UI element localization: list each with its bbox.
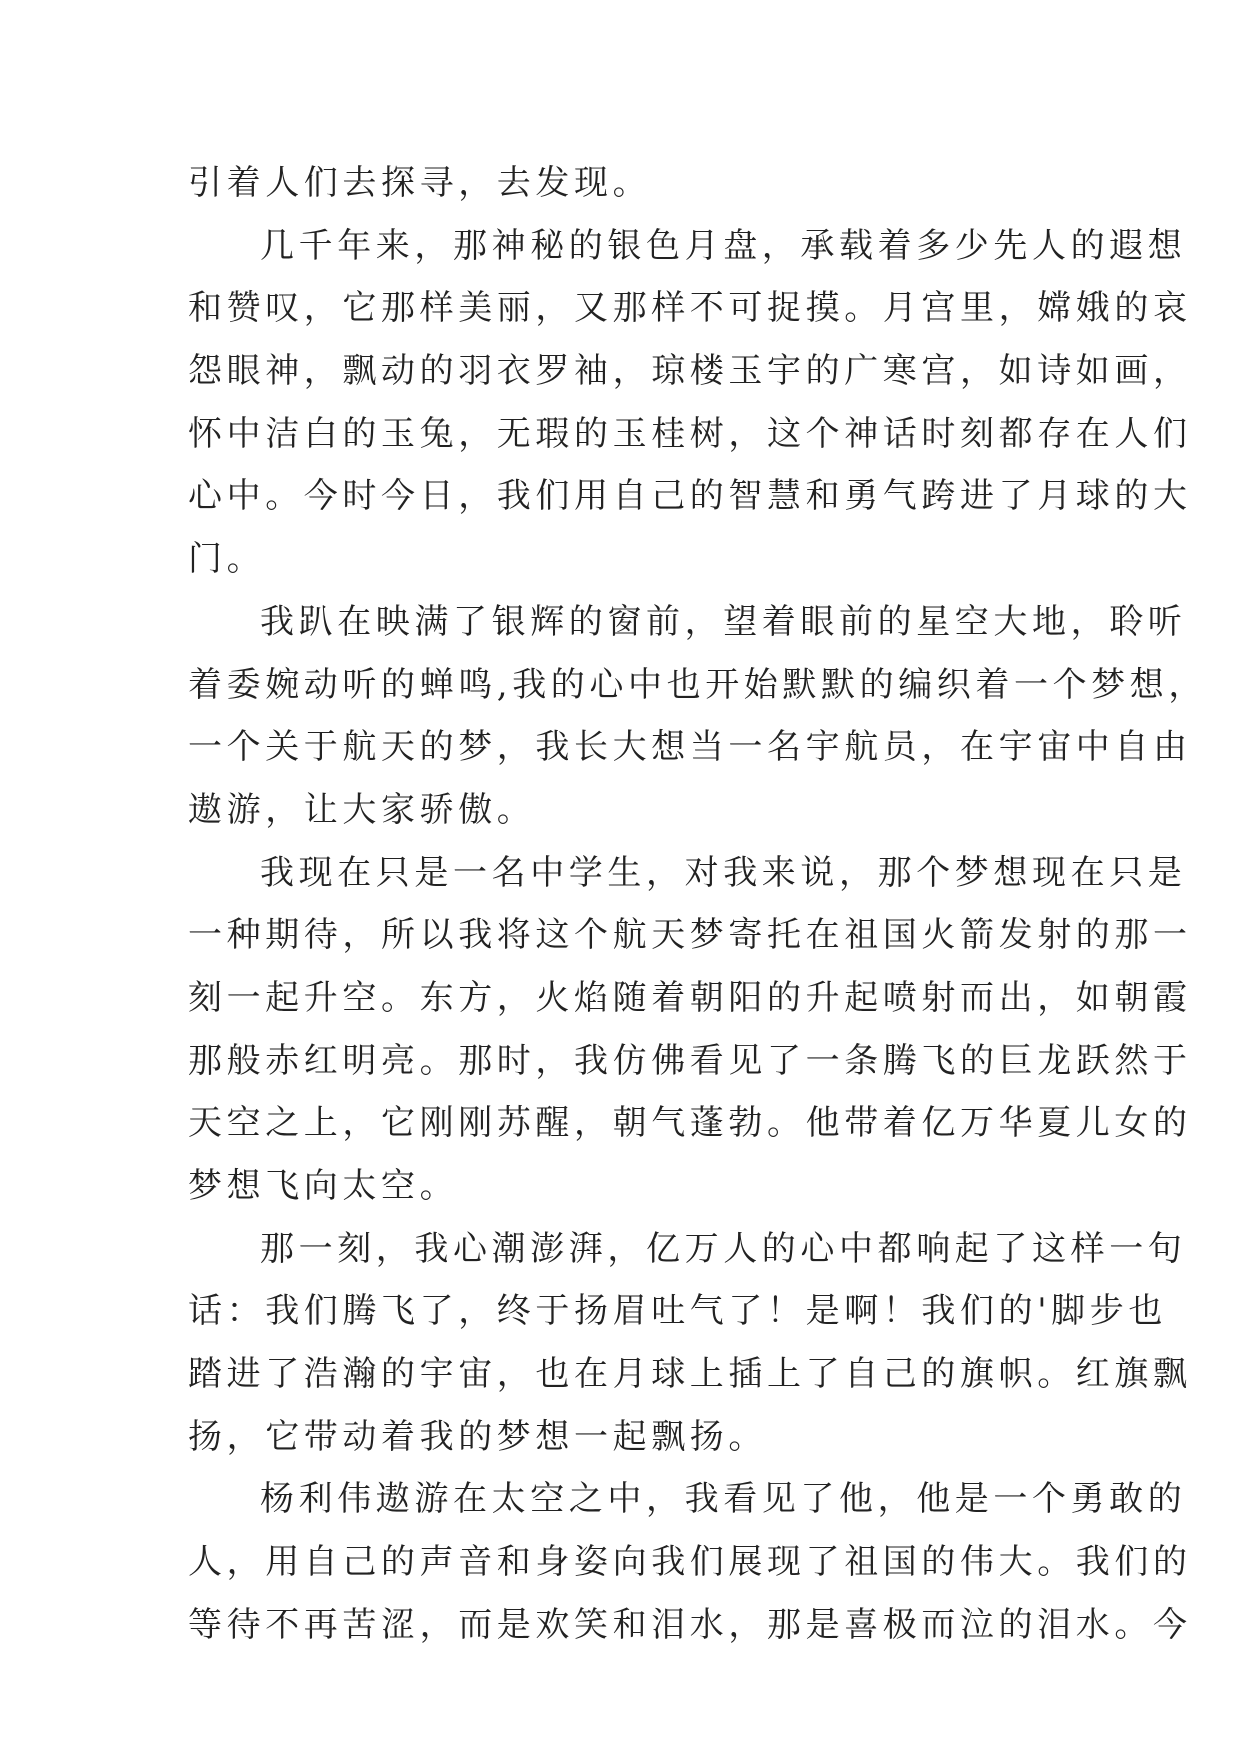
text-line: 着委婉动听的蝉鸣,我的心中也开始默默的编织着一个梦想， (188, 664, 1208, 705)
body-text (188, 152, 1208, 1657)
text-line: 那一刻，我心潮澎湃，亿万人的心中都响起了这样一句 (260, 1228, 1187, 1269)
text-line: 几千年来，那神秘的银色月盘，承载着多少先人的遐想 (260, 225, 1187, 266)
text-line: 引着人们去探寻，去发现。 (188, 163, 652, 203)
text-line: 心中。今时今日，我们用自己的智慧和勇气跨进了月球的大 (188, 476, 1192, 517)
text-line: 我现在只是一名中学生，对我来说，那个梦想现在只是 (260, 852, 1187, 893)
text-line: 我趴在映满了银辉的窗前，望着眼前的星空大地，聆听 (260, 601, 1187, 642)
text-line: 遨游，让大家骄傲。 (188, 789, 536, 830)
text-line: 门。 (188, 539, 266, 580)
text-line: 一个关于航天的梦，我长大想当一名宇航员，在宇宙中自由 (188, 727, 1192, 768)
text-line: 话：我们腾飞了，终于扬眉吐气了！是啊！我们的'脚步也 (188, 1291, 1167, 1332)
text-line: 人，用自己的声音和身姿向我们展现了祖国的伟大。我们的 (188, 1542, 1192, 1583)
text-line: 天空之上，它刚刚苏醒，朝气蓬勃。他带着亿万华夏儿女的 (188, 1103, 1192, 1144)
text-line: 杨利伟遨游在太空之中，我看见了他，他是一个勇敢的 (260, 1479, 1187, 1520)
text-line: 一种期待，所以我将这个航天梦寄托在祖国火箭发射的那一 (188, 915, 1192, 956)
text-line: 踏进了浩瀚的宇宙，也在月球上插上了自己的旗帜。红旗飘 (188, 1354, 1192, 1395)
text-line: 怨眼神，飘动的羽衣罗袖，琼楼玉宇的广寒宫，如诗如画， (188, 351, 1192, 392)
text-line: 怀中洁白的玉兔，无瑕的玉桂树，这个神话时刻都存在人们 (188, 413, 1192, 454)
text-line: 刻一起升空。东方，火焰随着朝阳的升起喷射而出，如朝霞 (188, 977, 1192, 1018)
text-line: 扬，它带动着我的梦想一起飘扬。 (188, 1416, 767, 1457)
text-line: 和赞叹，它那样美丽，又那样不可捉摸。月宫里，嫦娥的哀 (188, 288, 1192, 329)
text-line: 那般赤红明亮。那时，我仿佛看见了一条腾飞的巨龙跃然于 (188, 1040, 1192, 1081)
text-line: 梦想飞向太空。 (188, 1166, 459, 1206)
text-line: 等待不再苦涩，而是欢笑和泪水，那是喜极而泣的泪水。今 (188, 1604, 1192, 1645)
